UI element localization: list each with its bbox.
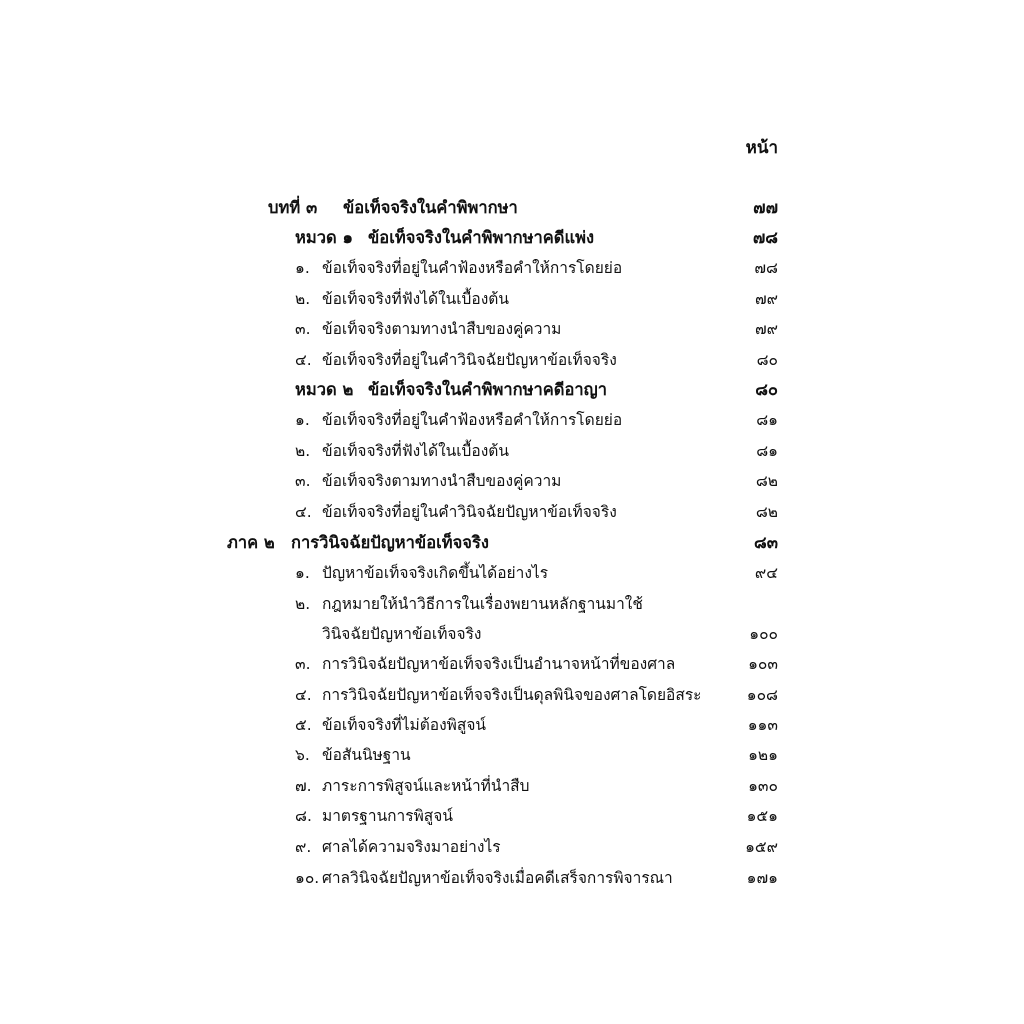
entry-page: ๘๑ [756,442,778,460]
entry-page: ๘๑ [756,411,778,429]
entry-page: ๑๑๓ [747,716,778,734]
entry-title: ภาระการพิสูจน์และหน้าที่นำสืบ [322,777,530,795]
toc-entry [0,680,1024,710]
entry-number: ๑. [295,259,310,277]
entry-page: ๗๗ [753,198,778,217]
entry-page: ๑๕๑ [746,807,778,825]
entry-number: ๖. [295,746,310,764]
toc-entry [0,284,1024,314]
toc-entry-section [0,223,1024,253]
toc-entry-chapter [0,193,1024,223]
entry-page: ๘๐ [756,351,778,369]
toc-entry [0,405,1024,435]
entry-number: ๓. [295,472,311,490]
toc-entry [0,710,1024,740]
entry-page: ๗๙ [754,320,778,338]
entry-title: การวินิจฉัยปัญหาข้อเท็จจริง [291,533,489,552]
entry-page: ๗๘ [752,228,778,247]
toc-entry [0,466,1024,496]
toc-entry [0,253,1024,283]
toc-entry [0,740,1024,770]
toc-entry [0,558,1024,588]
page-column-label: หน้า [745,138,778,158]
toc-entry-part [0,528,1024,558]
entry-title: การวินิจฉัยปัญหาข้อเท็จจริงเป็นอำนาจหน้าที่ของศาล [322,655,676,673]
entry-title: ข้อเท็จจริงตามทางนำสืบของคู่ความ [322,320,562,338]
entry-number: ๔. [295,686,312,704]
entry-page: ๙๔ [754,564,778,582]
entry-page: ๑๓๐ [748,777,778,795]
entry-number: ๑. [295,411,310,429]
entry-title: ข้อเท็จจริงตามทางนำสืบของคู่ความ [322,472,562,490]
toc-entry [0,863,1024,893]
entry-number: ๒. [295,442,311,460]
entry-page: ๑๐๘ [746,686,778,704]
entry-number: ๕. [295,716,312,734]
entry-title: ข้อเท็จจริงในคำพิพากษาคดีแพ่ง [368,228,595,247]
entry-title: ข้อเท็จจริงในคำพิพากษาคดีอาญา [368,380,608,399]
entry-page: ๘๐ [755,380,778,399]
entry-page: ๑๗๑ [746,869,778,887]
entry-title: กฎหมายให้นำวิธีการในเรื่องพยานหลักฐานมาใช้ [322,595,643,613]
entry-number: ภาค ๒ [227,533,275,552]
entry-title: ปัญหาข้อเท็จจริงเกิดขึ้นได้อย่างไร [322,564,549,582]
entry-number: ๑. [295,564,310,582]
entry-page: ๘๓ [753,533,778,552]
entry-page: ๗๘ [754,259,778,277]
entry-title: ข้อเท็จจริงที่ฟังได้ในเบื้องต้น [322,442,509,460]
entry-number: หมวด ๑ [295,228,353,247]
toc-entry [0,436,1024,466]
toc-entry [0,345,1024,375]
entry-title: ข้อสันนิษฐาน [322,746,411,764]
entry-title: ศาลวินิจฉัยปัญหาข้อเท็จจริงเมื่อคดีเสร็จการพิจารณา [322,869,673,887]
entry-title: ข้อเท็จจริงในคำพิพากษา [343,198,518,217]
entry-page: ๑๐๓ [748,655,778,673]
entry-title: การวินิจฉัยปัญหาข้อเท็จจริงเป็นดุลพินิจของศาลโดยอิสระ [322,686,702,704]
toc-entry [0,771,1024,801]
toc-entry [0,801,1024,831]
entry-title: ข้อเท็จจริงที่อยู่ในคำวินิจฉัยปัญหาข้อเท็จจริง [322,351,617,369]
entry-page: ๘๒ [755,472,778,490]
toc-entry [0,649,1024,679]
entry-title: ข้อเท็จจริงที่ฟังได้ในเบื้องต้น [322,290,509,308]
entry-number: ๔. [295,351,312,369]
entry-title: ข้อเท็จจริงที่อยู่ในคำวินิจฉัยปัญหาข้อเท็จจริง [322,503,617,521]
entry-number: ๒. [295,290,311,308]
entry-number: ๓. [295,655,311,673]
toc-entry [0,589,1024,619]
entry-number: ๒. [295,595,311,613]
entry-number: ๓. [295,320,311,338]
entry-title: ข้อเท็จจริงที่ไม่ต้องพิสูจน์ [322,716,487,734]
entry-number: ๗. [295,777,312,795]
entry-page: ๑๐๐ [749,625,778,643]
toc-entry [0,314,1024,344]
entry-number: ๘. [295,807,312,825]
entry-page: ๘๒ [755,503,778,521]
entry-number: ๔. [295,503,312,521]
entry-number: หมวด ๒ [295,380,354,399]
entry-title: วินิจฉัยปัญหาข้อเท็จจริง [322,625,482,643]
entry-title: ศาลได้ความจริงมาอย่างไร [322,838,501,856]
entry-number: บทที่ ๓ [268,198,318,217]
toc-entry [0,497,1024,527]
entry-page: ๑๕๙ [745,838,778,856]
entry-number: ๙. [295,838,312,856]
entry-page: ๗๙ [754,290,778,308]
entry-page: ๑๒๑ [748,746,778,764]
toc-entry [0,832,1024,862]
toc-entry-section [0,375,1024,405]
entry-title: ข้อเท็จจริงที่อยู่ในคำฟ้องหรือคำให้การโดยย่อ [322,259,623,277]
toc-entry-continuation [0,619,1024,649]
entry-title: ข้อเท็จจริงที่อยู่ในคำฟ้องหรือคำให้การโดยย่อ [322,411,623,429]
entry-number: ๑๐. [295,869,320,887]
entry-title: มาตรฐานการพิสูจน์ [322,807,453,825]
